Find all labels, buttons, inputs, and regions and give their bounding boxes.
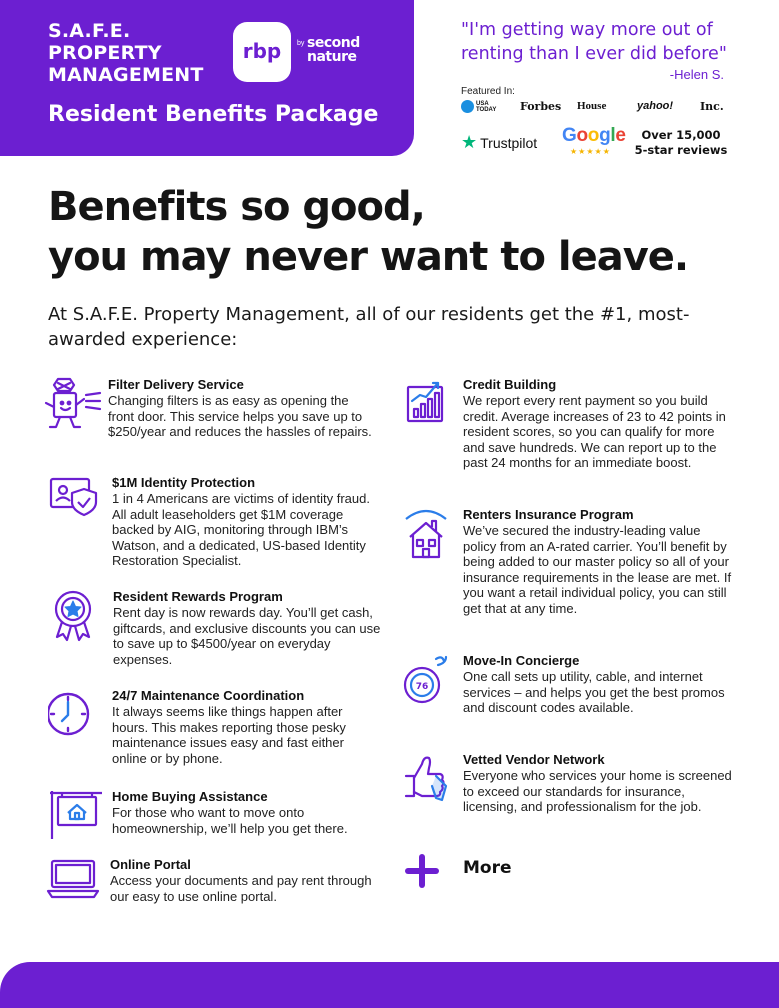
company-line: MANAGEMENT: [48, 64, 204, 86]
benefit-description: One call sets up utility, cable, and internet services – and helps you get the best promos and discount codes available.: [463, 669, 725, 715]
clock-icon: [48, 688, 104, 744]
trustpilot-wordmark: Trustpilot: [480, 134, 538, 151]
benefit-title: 24/7 Maintenance Coordination: [112, 688, 305, 703]
thermostat-icon: [402, 653, 458, 709]
company-line: S.A.F.E.: [48, 20, 131, 42]
forbes-logo: Forbes: [520, 100, 562, 113]
benefit-description: Everyone who services your home is screened to exceed our standards for insurance, licensing, and professionalism for the job.: [463, 768, 732, 814]
benefit-title: Resident Rewards Program: [113, 589, 283, 604]
yahoo-logo: yahoo!: [637, 100, 674, 112]
usa-today-logo: [461, 100, 496, 113]
benefit-title: $1M Identity Protection: [112, 475, 256, 490]
insured-house-icon: [402, 507, 458, 563]
filter-delivery-icon: [44, 377, 100, 433]
rewards-badge-icon: [49, 589, 105, 645]
reviews-line: 5-star reviews: [634, 143, 728, 157]
benefit-description: For those who want to move onto homeownership, we’ll help you get there.: [112, 805, 348, 836]
google-stars-icon: ★★★★★: [570, 147, 611, 156]
benefit-description: It always seems like things happen after hours. This makes reporting those pesky maintenance issues easy and fast either online or by phone.: [112, 704, 346, 766]
laptop-icon: [46, 857, 102, 913]
testimonial-author: -Helen S.: [669, 67, 724, 82]
rbp-logo: [233, 22, 373, 84]
header-banner: [0, 0, 414, 156]
benefit-description: Access your documents and pay rent through our easy to use online portal.: [110, 873, 372, 904]
reviews-line: Over 15,000: [641, 128, 721, 142]
partner-by: by: [297, 40, 305, 47]
trustpilot-star-icon: ★: [461, 132, 478, 152]
package-title: Resident Benefits Package: [48, 102, 379, 127]
benefit-title: Vetted Vendor Network: [463, 752, 605, 767]
headline: [48, 182, 688, 282]
featured-label: Featured In:: [461, 86, 515, 97]
footer-bar: [0, 962, 779, 1008]
rbp-badge: [233, 22, 291, 82]
trustpilot-logo: [461, 132, 537, 153]
usa-today-dot-icon: [461, 100, 474, 113]
house-logo: House: [577, 100, 607, 112]
reviews-count: [631, 128, 731, 158]
inc-logo: Inc.: [700, 100, 724, 113]
benefit-description: 1 in 4 Americans are victims of identity fraud. All adult leaseholders get $1M coverage backed by AIG, monitoring through IBM’s Watson, and a dedicated, US-based Identity Restoration Specialist.: [112, 491, 370, 568]
second-nature-logo: [307, 36, 360, 64]
partner-line: nature: [307, 49, 357, 65]
company-line: PROPERTY: [48, 42, 162, 64]
plus-icon[interactable]: [403, 852, 441, 890]
google-wordmark: Google: [562, 125, 626, 146]
benefit-description: We report every rent payment so you build credit. Average increases of 23 to 42 points in resident scores, so you can qualify for more and save hundreds. We can report up to the past 24 months for an immediate boost.: [463, 393, 726, 470]
intro-text: At S.A.F.E. Property Management, all of our residents get the #1, most-awarded experience:: [48, 304, 690, 350]
partner-line: second: [307, 35, 360, 51]
more-label[interactable]: More: [463, 858, 512, 878]
testimonial-quote: "I'm getting way more out of renting than I ever did before": [461, 20, 727, 64]
identity-protection-icon: [48, 475, 104, 531]
benefit-description: Changing filters is as easy as opening the front door. This service helps you save up to $250/year and reduces the hassles of repairs.: [108, 393, 372, 439]
home-sign-icon: [48, 789, 104, 845]
company-name: [48, 20, 204, 86]
benefit-description: We’ve secured the industry-leading value policy from an A-rated carrier. You’ll benefit by being added to our master policy so all of your insurance requirements in the lease are met. If you want a retail individual policy, you can still get that at any time.: [463, 523, 732, 616]
benefit-description: Rent day is now rewards day. You’ll get cash, giftcards, and exclusive discounts you can use to save up to $4500/year on everyday expenses.: [113, 605, 381, 667]
benefit-title: Home Buying Assistance: [112, 789, 268, 804]
benefit-title: Credit Building: [463, 377, 557, 392]
benefit-title: Move-In Concierge: [463, 653, 580, 668]
headline-line: you may never want to leave.: [48, 234, 689, 280]
benefit-title: Renters Insurance Program: [463, 507, 634, 522]
credit-chart-icon: [402, 377, 458, 433]
benefit-title: Online Portal: [110, 857, 191, 872]
usa-today-wordmark: USA TODAY: [476, 100, 497, 113]
google-rating: [562, 125, 626, 156]
headline-line: Benefits so good,: [48, 184, 425, 230]
thumbs-up-icon: [402, 752, 458, 808]
rbp-mark: rbp: [242, 39, 282, 63]
benefit-title: Filter Delivery Service: [108, 377, 244, 392]
svg-text:76: 76: [415, 682, 429, 692]
